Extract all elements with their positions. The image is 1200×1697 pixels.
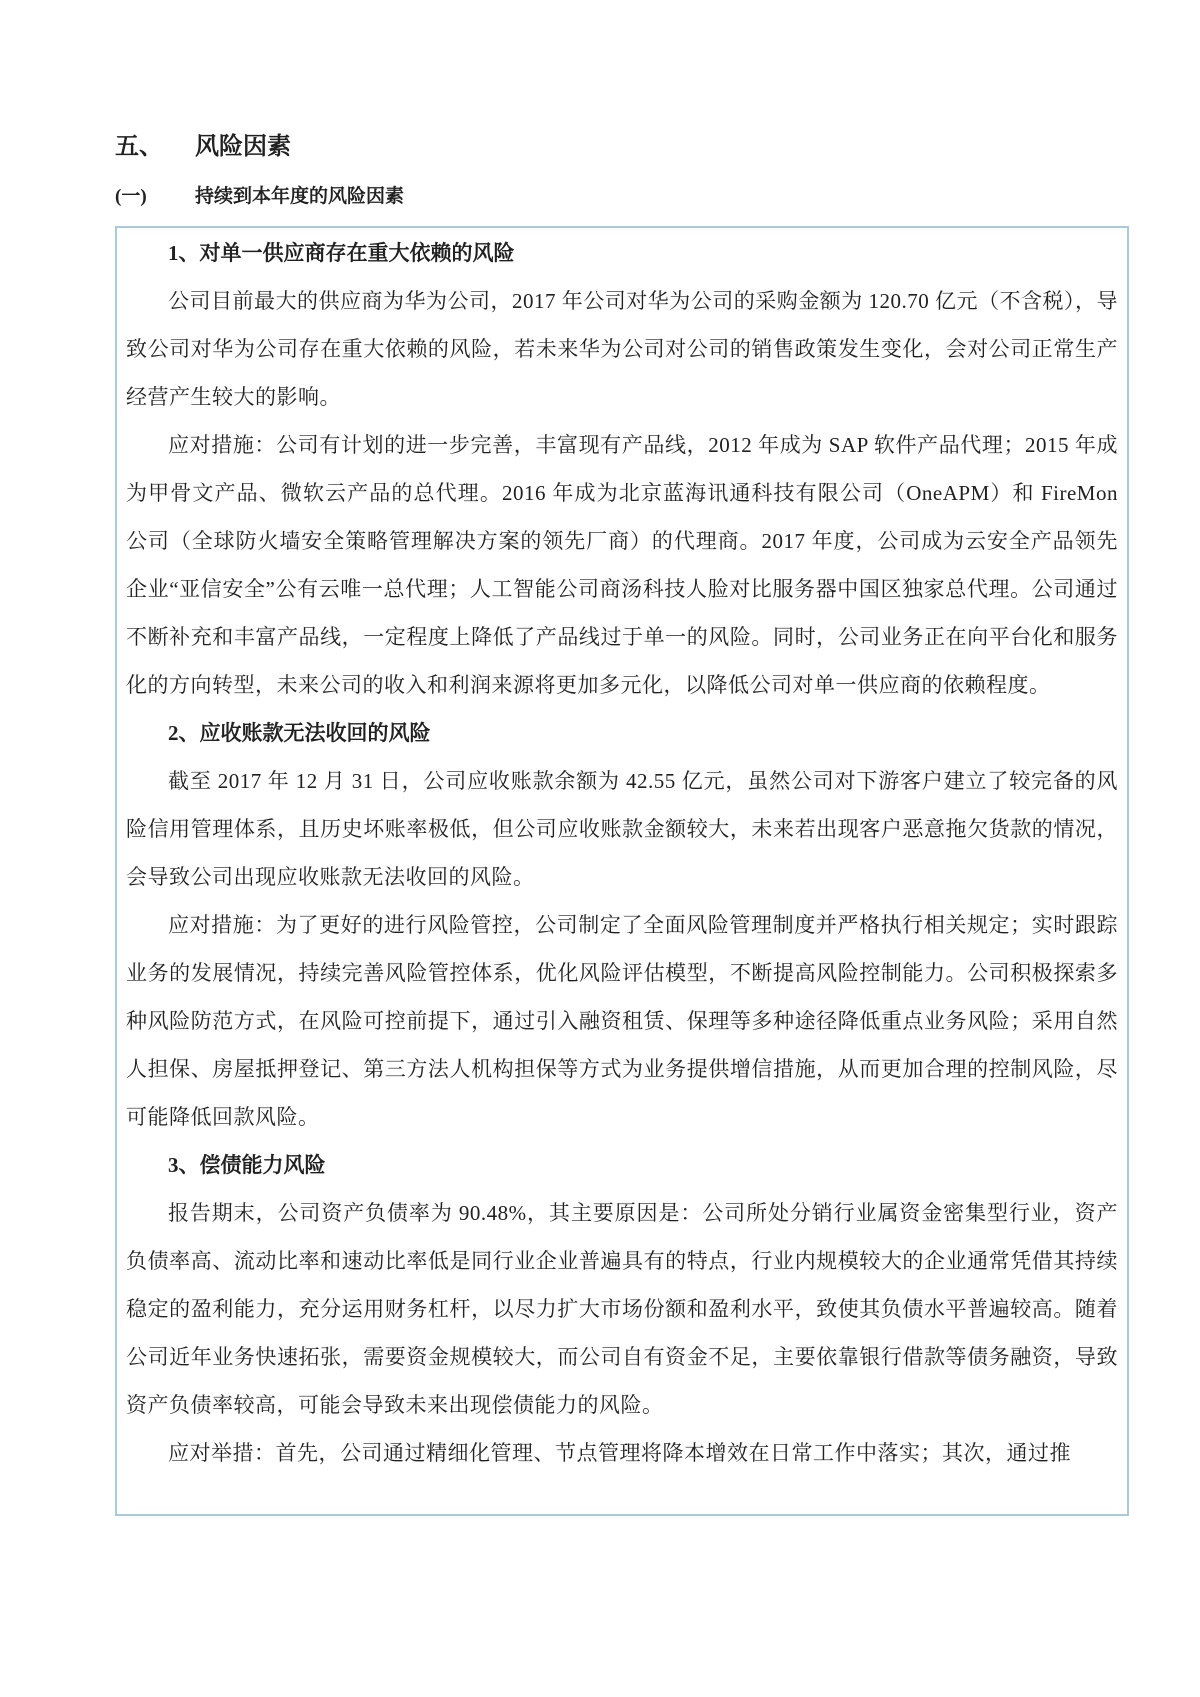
section-heading [115,132,1129,162]
risk-item-3-heading: 3、偿债能力风险 [168,1153,326,1177]
risk-item-3-paragraph-1: 报告期末，公司资产负债率为 90.48%，其主要原因是：公司所处分销行业属资金密集型行业，资产负债率高、流动比率和速动比率低是同行业企业普遍具有的特点，行业内规模较大的企业通常凭借其持续稳定的盈利能力，充分运用财务杠杆，以尽力扩大市场份额和盈利水平，致使其负债水平普遍较高。随着公司近年业务快速拓张，需要资金规模较大，而公司自有资金不足，主要依靠银行借款等债务融资，导致资产负债率较高，可能会导致未来出现偿债能力的风险。 [126,1201,1118,1417]
subsection-title: 持续到本年度的风险因素 [195,186,405,207]
subsection-heading [115,184,1129,210]
document-content [115,132,1129,1516]
section-number: 五、 [115,134,163,160]
risk-item-1-heading: 1、对单一供应商存在重大依赖的风险 [168,241,515,265]
risk-item-2-paragraph-2: 应对措施：为了更好的进行风险管控，公司制定了全面风险管理制度并严格执行相关规定；实时跟踪业务的发展情况，持续完善风险管控体系，优化风险评估模型，不断提高风险控制能力。公司积极探索多种风险防范方式，在风险可控前提下，通过引入融资租赁、保理等多种途径降低重点业务风险；采用自然人担保、房屋抵押登记、第三方法人机构担保等方式为业务提供增信措施，从而更加合理的控制风险，尽可能降低回款风险。 [126,913,1118,1129]
risk-item-1-paragraph-1: 公司目前最大的供应商为华为公司，2017 年公司对华为公司的采购金额为 120.70 亿元（不含税），导致公司对华为公司存在重大依赖的风险，若未来华为公司对公司的销售政策发生变化，会对公司正常生产经营产生较大的影响。 [126,289,1118,409]
risk-item-2-heading: 2、应收账款无法收回的风险 [168,721,431,745]
subsection-number: (一) [115,186,147,207]
risk-factors-box [115,226,1129,1516]
risk-item-3-paragraph-2: 应对举措：首先，公司通过精细化管理、节点管理将降本增效在日常工作中落实；其次，通过推 [168,1441,1071,1465]
risk-item-2-paragraph-1: 截至 2017 年 12 月 31 日，公司应收账款余额为 42.55 亿元，虽然公司对下游客户建立了较完备的风险信用管理体系，且历史坏账率极低，但公司应收账款金额较大，未来若出现客户恶意拖欠货款的情况，会导致公司出现应收账款无法收回的风险。 [126,769,1118,889]
section-title: 风险因素 [195,134,291,160]
risk-item-1-paragraph-2: 应对措施：公司有计划的进一步完善，丰富现有产品线，2012 年成为 SAP 软件产品代理；2015 年成为甲骨文产品、微软云产品的总代理。2016 年成为北京蓝海讯通科技有限公司（OneAPM）和 FireMon 公司（全球防火墙安全策略管理解决方案的领先厂商）的代理商。2017 年度，公司成为云安全产品领先企业“亚信安全”公有云唯一总代理；人工智能公司商汤科技人脸对比服务器中国区独家总代理。公司通过不断补充和丰富产品线，一定程度上降低了产品线过于单一的风险。同时，公司业务正在向平台化和服务化的方向转型，未来公司的收入和利润来源将更加多元化，以降低公司对单一供应商的依赖程度。 [126,433,1118,697]
